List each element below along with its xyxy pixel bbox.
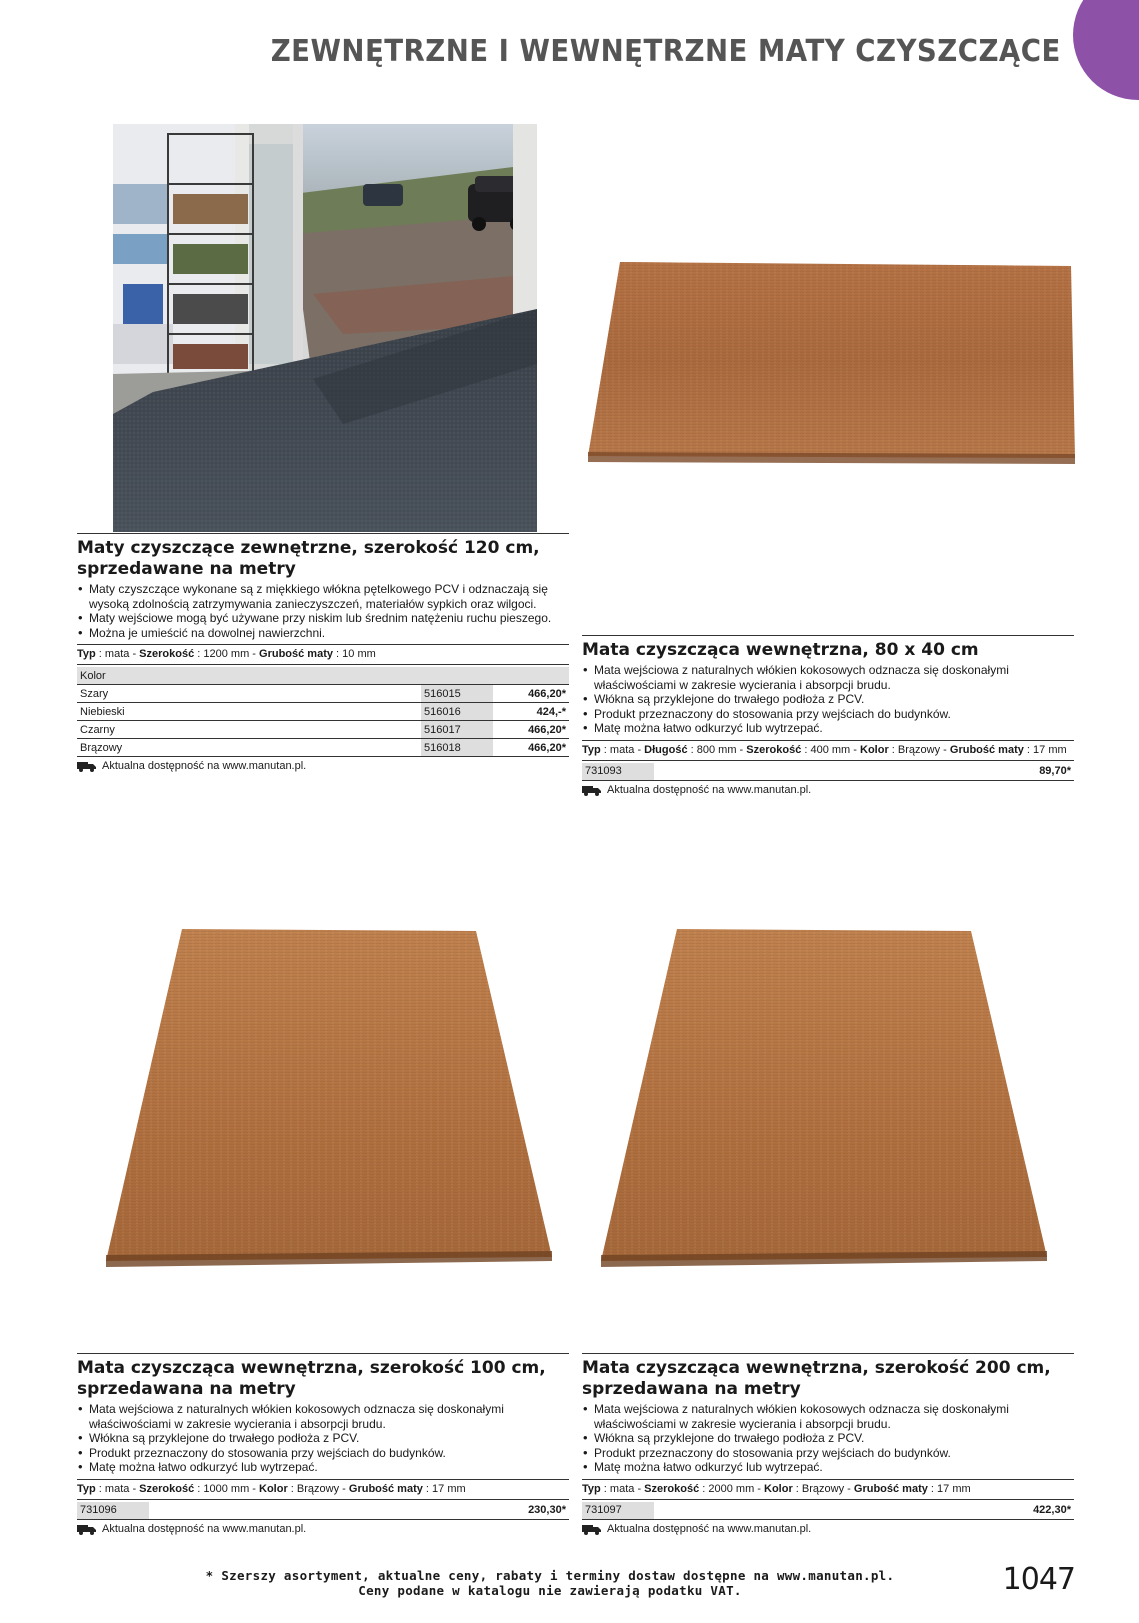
product-section-coir-100cm — [77, 1353, 569, 1536]
product-spec: Typ : mata - Szerokość : 2000 mm - Kolor : Brązowy - Grubość maty : 17 mm — [582, 1479, 1074, 1500]
product-section-outdoor-mat — [77, 533, 569, 773]
product-title: Mata czyszcząca wewnętrzna, 80 x 40 cm — [582, 640, 979, 660]
list-item: • Maty wejściowe mogą być używane przy niskim lub średnim natężeniu ruchu pieszego. — [77, 611, 569, 626]
product-table — [77, 667, 569, 757]
table-row: 731096 230,30* — [77, 1502, 569, 1520]
truck-icon — [77, 1524, 97, 1535]
product-photo-coir-mat-200cm — [599, 927, 1049, 1272]
list-item: • Produkt przeznaczony do stosowania przy wejściach do budynków. — [77, 1446, 569, 1461]
table-row: 731097 422,30* — [582, 1502, 1074, 1520]
table-header: Kolor — [77, 667, 569, 685]
list-item: • Włókna są przyklejone do trwałego podłoża z PCV. — [77, 1431, 569, 1446]
product-title: Mata czyszcząca wewnętrzna, szerokość 200 cm, sprzedawana na metry — [582, 1358, 1051, 1399]
product-photo-coir-mat-100cm — [104, 927, 554, 1272]
table-row: Niebieski 516016 424,-* — [77, 703, 569, 721]
product-spec: Typ : mata - Długość : 800 mm - Szerokość : 400 mm - Kolor : Brązowy - Grubość maty : 17 mm — [582, 740, 1074, 761]
list-item: • Można je umieścić na dowolnej nawierzchni. — [77, 626, 569, 641]
product-title: Maty czyszczące zewnętrzne, szerokość 120 cm, sprzedawane na metry — [77, 538, 540, 579]
availability-note: Aktualna dostępność na www.manutan.pl. — [582, 1523, 1074, 1536]
product-bullets — [77, 1402, 569, 1475]
product-photo-entrance-mat — [113, 124, 537, 532]
availability-note: Aktualna dostępność na www.manutan.pl. — [77, 1523, 569, 1536]
product-title: Mata czyszcząca wewnętrzna, szerokość 100 cm, sprzedawana na metry — [77, 1358, 546, 1399]
footer-note: * Szerszy asortyment, aktualne ceny, rabaty i terminy dostaw dostępne na www.manutan.pl. Ceny podane w katalogu nie zawierają podatku VAT. — [205, 1568, 895, 1598]
list-item: • Maty czyszczące wykonane są z miękkiego włókna pętelkowego PCV i odznaczają się wysoką zdolnością zatrzymywania zanieczyszczeń, materiałów sypkich oraz wilgoci. — [77, 582, 569, 611]
table-row: Szary 516015 466,20* — [77, 685, 569, 703]
table-row: Brązowy 516018 466,20* — [77, 739, 569, 757]
product-section-coir-80x40 — [582, 635, 1074, 797]
truck-icon — [582, 785, 602, 796]
list-item: • Mata wejściowa z naturalnych włókien kokosowych odznacza się doskonałymi właściwościami w zakresie wycierania i absorpcji brudu. — [77, 1402, 569, 1431]
list-item: • Mata wejściowa z naturalnych włókien kokosowych odznacza się doskonałymi właściwościami w zakresie wycierania i absorpcji brudu. — [582, 663, 1074, 692]
product-photo-coir-mat-80x40 — [585, 258, 1075, 466]
list-item: • Produkt przeznaczony do stosowania przy wejściach do budynków. — [582, 707, 1074, 722]
page-number: 1047 — [1002, 1562, 1075, 1597]
truck-icon — [77, 761, 97, 772]
product-spec: Typ : mata - Szerokość : 1000 mm - Kolor : Brązowy - Grubość maty : 17 mm — [77, 1479, 569, 1500]
product-section-coir-200cm — [582, 1353, 1074, 1536]
table-row: Czarny 516017 466,20* — [77, 721, 569, 739]
list-item: • Matę można łatwo odkurzyć lub wytrzepać. — [582, 1460, 1074, 1475]
product-spec: Typ : mata - Szerokość : 1200 mm - Grubość maty : 10 mm — [77, 644, 569, 665]
product-bullets — [582, 663, 1074, 736]
corner-accent — [1073, 0, 1139, 100]
availability-note: Aktualna dostępność na www.manutan.pl. — [582, 784, 1074, 797]
product-bullets — [582, 1402, 1074, 1475]
list-item: • Włókna są przyklejone do trwałego podłoża z PCV. — [582, 1431, 1074, 1446]
product-table — [77, 1502, 569, 1520]
list-item: • Mata wejściowa z naturalnych włókien kokosowych odznacza się doskonałymi właściwościami w zakresie wycierania i absorpcji brudu. — [582, 1402, 1074, 1431]
availability-note: Aktualna dostępność na www.manutan.pl. — [77, 760, 569, 773]
product-table — [582, 1502, 1074, 1520]
list-item: • Włókna są przyklejone do trwałego podłoża z PCV. — [582, 692, 1074, 707]
list-item: • Produkt przeznaczony do stosowania przy wejściach do budynków. — [582, 1446, 1074, 1461]
list-item: • Matę można łatwo odkurzyć lub wytrzepać. — [77, 1460, 569, 1475]
product-bullets — [77, 582, 569, 640]
page-title: ZEWNĘTRZNE I WEWNĘTRZNE MATY CZYSZCZĄCE — [270, 34, 1061, 69]
truck-icon — [582, 1524, 602, 1535]
table-row: 731093 89,70* — [582, 763, 1074, 781]
list-item: • Matę można łatwo odkurzyć lub wytrzepać. — [582, 721, 1074, 736]
product-table — [582, 763, 1074, 781]
